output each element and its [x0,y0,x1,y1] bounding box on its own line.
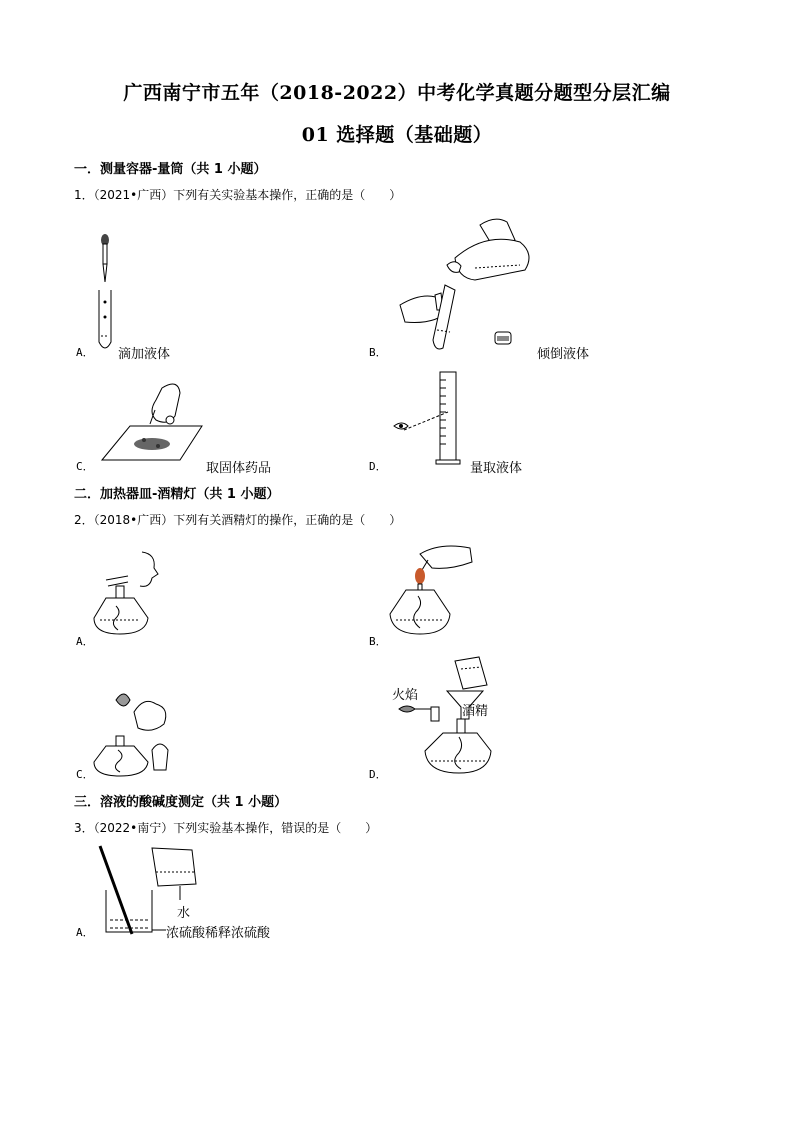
blowing-lamp-figure [98,548,168,638]
option-1a-caption: 滴加液体 [118,347,171,362]
section-heading-1: 一．测量容器-量筒（共 1 小题） [74,162,267,177]
flame-label: 火焰 [392,688,419,703]
option-1d-letter: D． [369,460,387,473]
section-heading-3: 三．溶液的酸碱度测定（共 1 小题） [74,795,288,810]
option-1d-caption: 量取液体 [470,461,523,476]
section-heading-2: 二．加热器皿-酒精灯（共 1 小题） [74,487,280,502]
dropper-test-tube-figure [95,232,125,357]
question-1: 1．（2021•广西）下列有关实验基本操作，正确的是（ ） [74,188,402,202]
document-subtitle: 01 选择题（基础题） [301,124,493,146]
acid-label: 浓硫酸稀释浓硫酸 [166,926,271,941]
graduated-cylinder-figure [390,370,470,470]
option-1c-letter: C． [76,460,94,473]
option-2b-letter: B． [369,635,387,648]
lamp-to-lamp-figure [94,690,184,780]
document-title: 广西南宁市五年（2018-2022）中考化学真题分题型分层汇编 [123,82,671,104]
lighting-match-figure [390,540,480,640]
adding-alcohol-figure [395,655,505,780]
option-1c-caption: 取固体药品 [206,461,272,476]
option-2c-letter: C． [76,768,94,781]
option-1b-letter: B． [369,346,387,359]
option-1b-caption: 倾倒液体 [537,347,590,362]
question-2: 2．（2018•广西）下列有关酒精灯的操作，正确的是（ ） [74,513,402,527]
water-label: 水 [177,906,191,921]
option-1a-letter: A． [76,346,94,359]
pouring-liquid-figure [395,210,535,355]
taking-solid-figure [100,378,205,463]
option-2d-letter: D． [369,768,387,781]
option-2a-letter: A． [76,635,94,648]
option-3a-letter: A． [76,926,94,939]
question-3: 3．（2022•南宁）下列实验基本操作，错误的是（ ） [74,821,378,835]
alcohol-label: 酒精 [462,704,489,719]
